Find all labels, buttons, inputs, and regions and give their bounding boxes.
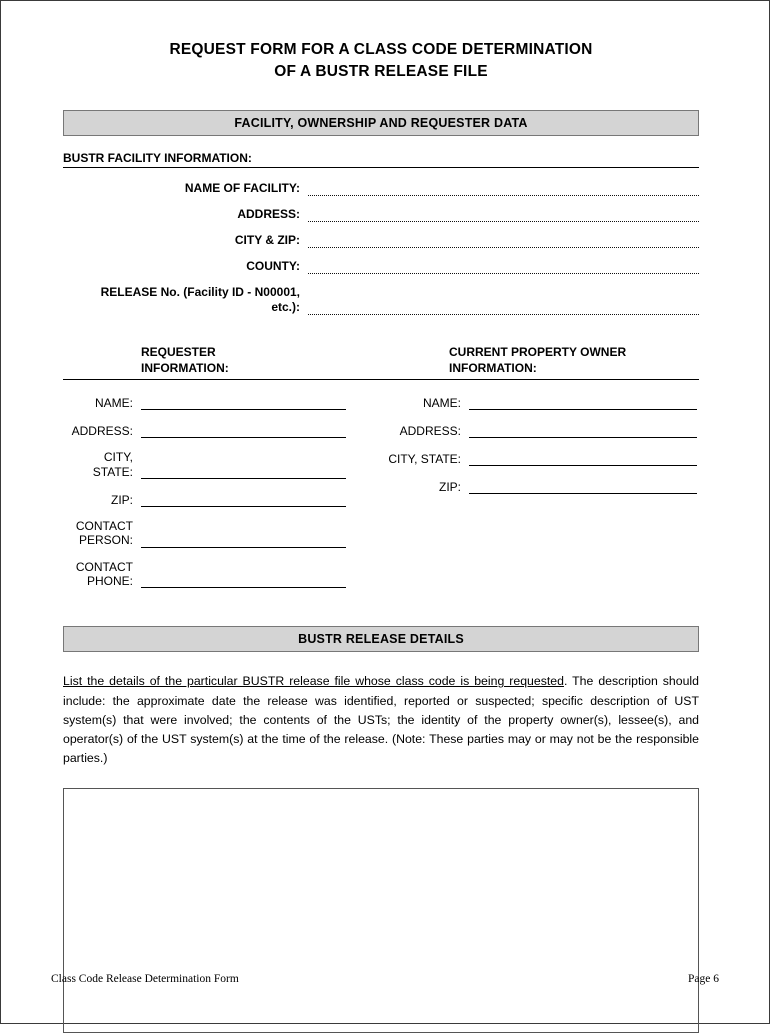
- page-content: [63, 39, 699, 1033]
- label-requester-contact-person: [63, 519, 141, 548]
- footer-page-number: Page 6: [688, 973, 719, 985]
- field-row-requester-zip: [63, 491, 381, 507]
- field-row-release-number: [63, 285, 699, 315]
- facility-fields: [63, 181, 699, 315]
- label-requester-name: NAME:: [94, 395, 133, 410]
- label-requester-contact-phone-line-1: CONTACT: [75, 559, 133, 574]
- field-row-owner-name: [381, 394, 699, 410]
- input-owner-name[interactable]: [469, 397, 697, 410]
- label-requester-city-state-line-2: STATE:: [92, 464, 133, 479]
- label-city-zip: CITY & ZIP:: [234, 232, 300, 247]
- label-release-number-line-1: RELEASE No. (Facility ID - N00001,: [100, 284, 300, 299]
- title-line-1: REQUEST FORM FOR A CLASS CODE DETERMINATION: [169, 41, 593, 58]
- subheading-bustr-facility-information: [63, 151, 699, 168]
- field-row-address: [63, 207, 699, 222]
- label-owner-name: NAME:: [422, 395, 461, 410]
- field-row-county: [63, 259, 699, 274]
- subheading-label: BUSTR FACILITY INFORMATION:: [63, 150, 252, 165]
- label-requester-contact-phone: [63, 560, 141, 589]
- label-county: COUNTY:: [246, 258, 300, 273]
- requester-owner-fields: [63, 394, 699, 600]
- input-owner-address[interactable]: [469, 425, 697, 438]
- input-requester-address[interactable]: [141, 425, 346, 438]
- label-release-number-line-2: etc.):: [271, 299, 300, 314]
- field-row-city-zip: [63, 233, 699, 248]
- instructions-underlined-text: List the details of the particular BUSTR release file whose class code is being requested: [63, 674, 564, 689]
- instructions-paragraph: [63, 672, 699, 767]
- input-name-of-facility[interactable]: [308, 182, 699, 196]
- field-row-requester-city-state: [63, 450, 381, 479]
- label-requester-city-state: [63, 450, 141, 479]
- label-address: ADDRESS:: [237, 206, 300, 221]
- label-name-of-facility: NAME OF FACILITY:: [184, 180, 300, 195]
- owner-heading-line-1: CURRENT PROPERTY OWNER: [449, 344, 627, 359]
- input-city-zip[interactable]: [308, 234, 699, 248]
- section-header-facility-ownership: FACILITY, OWNERSHIP AND REQUESTER DATA: [63, 110, 699, 136]
- instructions-rest-text: . The description should include: the approximate date the release was identified, reported or suspected; specific description of UST system(s) that were involved; the contents of the USTs; the identity of the property owner(s), lessee(s), and operator(s) of the UST system(s) at the time of the release. (Note: These parties may or may not be the responsible parties.): [63, 674, 699, 765]
- field-row-owner-address: [381, 422, 699, 438]
- requester-heading: [63, 345, 381, 376]
- requester-heading-line-1: REQUESTER: [141, 344, 216, 359]
- section-header-bustr-release-details: BUSTR RELEASE DETAILS: [63, 626, 699, 652]
- owner-heading: [381, 345, 699, 376]
- field-row-requester-name: [63, 394, 381, 410]
- requester-owner-headings: [63, 345, 699, 380]
- label-requester-address: ADDRESS:: [71, 423, 133, 438]
- release-details-textarea[interactable]: [63, 788, 699, 1033]
- title-line-2: OF A BUSTR RELEASE FILE: [274, 63, 488, 81]
- input-owner-city-state[interactable]: [469, 453, 697, 466]
- page-title: [63, 39, 699, 84]
- input-address[interactable]: [308, 208, 699, 222]
- label-release-number: [63, 285, 308, 315]
- input-release-number[interactable]: [308, 301, 699, 315]
- label-requester-contact-phone-line-2: PHONE:: [86, 574, 133, 589]
- requester-heading-line-2: INFORMATION:: [141, 360, 229, 375]
- field-row-owner-zip: [381, 478, 699, 494]
- field-row-owner-city-state: [381, 450, 699, 466]
- label-requester-contact-person-line-1: CONTACT: [75, 518, 133, 533]
- label-requester-zip: ZIP:: [110, 492, 133, 507]
- requester-column: [63, 394, 381, 600]
- input-county[interactable]: [308, 260, 699, 274]
- input-requester-city-state[interactable]: [141, 466, 346, 479]
- input-requester-contact-person[interactable]: [141, 535, 346, 548]
- label-requester-city-state-line-1: CITY,: [103, 450, 133, 465]
- owner-column: [381, 394, 699, 600]
- field-row-requester-address: [63, 422, 381, 438]
- field-row-name-of-facility: [63, 181, 699, 196]
- owner-heading-line-2: INFORMATION:: [449, 360, 537, 375]
- input-requester-contact-phone[interactable]: [141, 575, 346, 588]
- label-owner-address: ADDRESS:: [399, 423, 461, 438]
- footer-form-name: Class Code Release Determination Form: [51, 973, 239, 985]
- input-owner-zip[interactable]: [469, 481, 697, 494]
- input-requester-name[interactable]: [141, 397, 346, 410]
- field-row-requester-contact-person: [63, 519, 381, 548]
- field-row-requester-contact-phone: [63, 560, 381, 589]
- page-footer: [51, 973, 719, 985]
- label-requester-contact-person-line-2: PERSON:: [78, 533, 133, 548]
- label-owner-city-state: CITY, STATE:: [388, 451, 461, 466]
- input-requester-zip[interactable]: [141, 494, 346, 507]
- label-owner-zip: ZIP:: [438, 479, 461, 494]
